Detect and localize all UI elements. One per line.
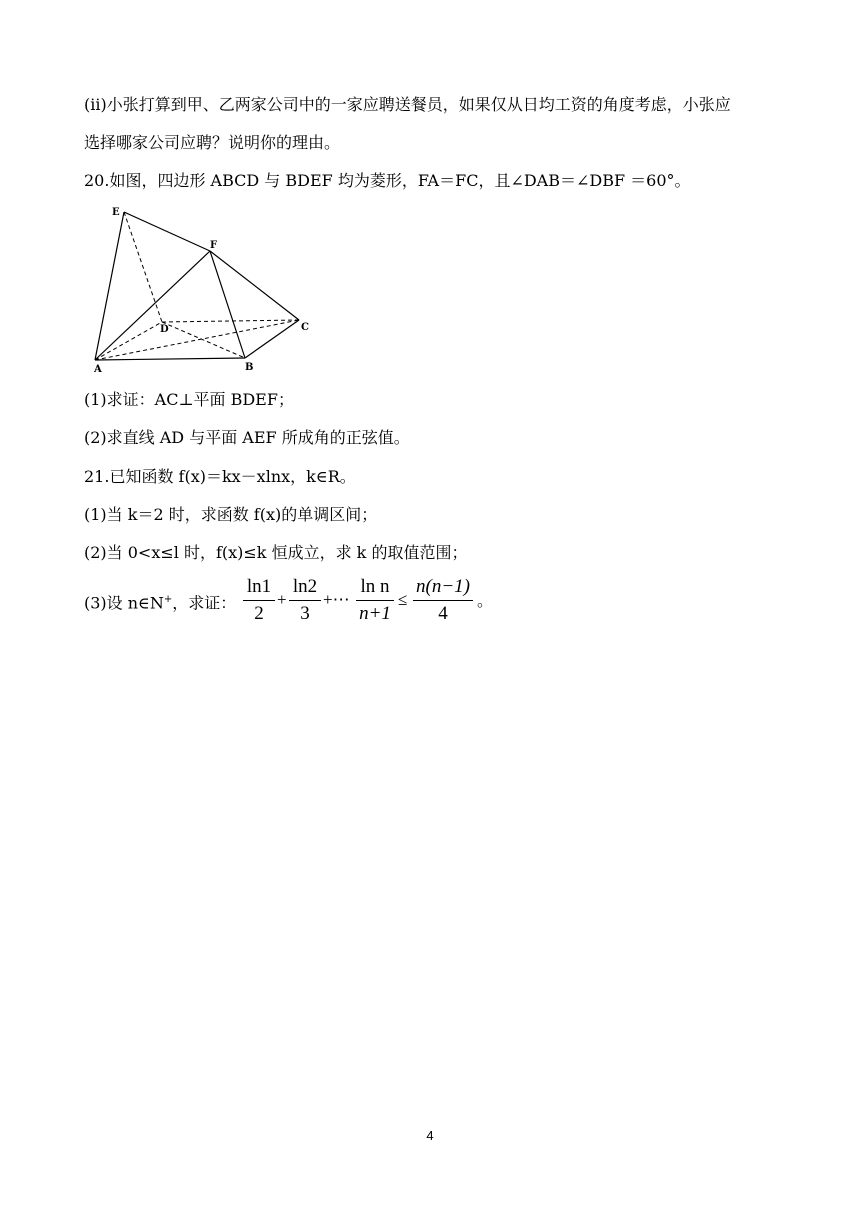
- frac3-denominator: n+1: [359, 603, 391, 624]
- page-number: 4: [426, 1128, 434, 1143]
- figure-dashed-edges: [95, 212, 299, 360]
- label-A: A: [94, 364, 102, 375]
- frac3-bar: [356, 600, 394, 601]
- fraction-lnn-over-n-plus-1: [356, 576, 394, 626]
- fraction-n-n-minus-1-over-4: [413, 576, 473, 626]
- label-D: D: [160, 324, 169, 335]
- label-F: F: [210, 240, 218, 251]
- q19-part-ii-line1: (ii)小张打算到甲、乙两家公司中的一家应聘送餐员，如果仅从日均工资的角度考虑，小张应: [84, 95, 731, 114]
- frac3-numerator: ln n: [360, 576, 390, 597]
- q21-part3-mid: ，求证：: [172, 593, 237, 613]
- formula-end: 。: [477, 593, 494, 610]
- q20-part2: (2)求直线 AD 与平面 AEF 所成角的正弦值。: [84, 428, 410, 447]
- frac2-numerator: ln2: [292, 576, 318, 597]
- q19-part-ii-line2: 选择哪家公司应聘？说明你的理由。: [84, 133, 341, 152]
- q20-part1: (1)求证：AC⊥平面 BDEF；: [84, 390, 294, 409]
- q21-part3-text: [84, 590, 236, 613]
- q21-part2: (2)当 0<x≤l 时，f(x)≤k 恒成立，求 k 的取值范围；: [84, 543, 468, 562]
- leq-sign: ≤: [398, 590, 408, 609]
- frac2-denominator: 3: [300, 603, 310, 624]
- frac4-bar: [413, 600, 473, 601]
- fraction-ln1-over-2: [243, 576, 275, 626]
- plus-dots: +⋯: [323, 590, 350, 609]
- q21-part1: (1)当 k＝2 时，求函数 f(x)的单调区间；: [84, 505, 378, 524]
- geometry-figure: [84, 200, 334, 375]
- frac1-numerator: ln1: [246, 576, 272, 597]
- plus-sign-1: +: [277, 590, 287, 609]
- label-B: B: [245, 362, 254, 373]
- frac2-bar: [289, 600, 321, 601]
- frac4-denominator: 4: [438, 603, 448, 624]
- q21-stem: 21.已知函数 f(x)＝kx－xlnx，k∈R。: [84, 467, 356, 486]
- frac1-bar: [243, 600, 275, 601]
- q21-part3-sup: +: [163, 594, 173, 605]
- fraction-ln2-over-3: [289, 576, 321, 626]
- q20-stem: 20.如图，四边形 ABCD 与 BDEF 均为菱形，FA＝FC，且∠DAB＝∠DBF ＝60°。: [84, 171, 691, 190]
- frac4-numerator: n(n−1): [416, 576, 470, 597]
- label-E: E: [112, 207, 120, 218]
- q21-part3-prefix: (3)设 n∈N: [84, 593, 164, 613]
- label-C: C: [301, 322, 309, 333]
- frac1-denominator: 2: [254, 603, 264, 624]
- figure-solid-edges: [95, 212, 299, 360]
